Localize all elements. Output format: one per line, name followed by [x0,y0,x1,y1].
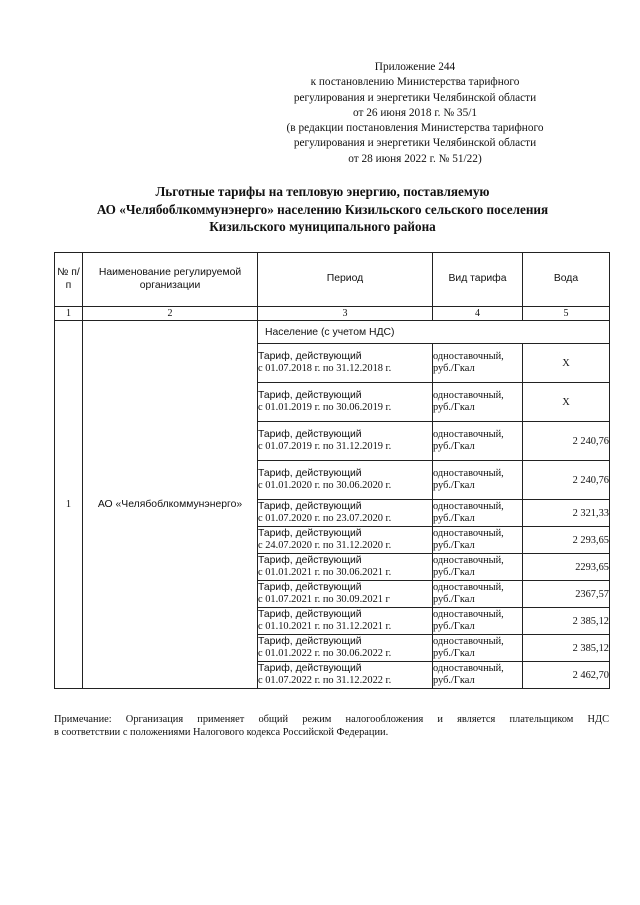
tariff-unit: руб./Гкал [433,480,475,491]
tariff-type: одноставочный, [433,662,504,674]
document-title [40,183,605,236]
period-dates: с 01.01.2019 г. по 30.06.2019 г. [258,402,392,413]
title-line: АО «Челябоблкоммунэнерго» населению Кизильского сельского поселения [96,201,549,217]
note [54,714,609,739]
tariff-unit: руб./Гкал [433,441,475,452]
period-dates: с 01.01.2022 г. по 30.06.2022 г. [258,648,392,659]
tariff-type-cell [433,344,523,383]
water-value: 2367,57 [523,581,610,608]
period-label: Тариф, действующий [258,608,362,620]
tariff-type-cell [433,581,523,608]
water-value: X [523,344,610,383]
appendix-line: к постановлению Министерства тарифного [310,76,520,89]
tariff-type: одноставочный, [433,389,504,401]
period-cell [258,608,433,635]
header-organization: Наименование регулируемой организации [83,253,258,307]
period-label: Тариф, действующий [258,662,362,674]
period-label: Тариф, действующий [258,581,362,593]
tariff-unit: руб./Гкал [433,594,475,605]
water-value: 2 385,12 [523,635,610,662]
tariff-type-cell [433,527,523,554]
column-number: 4 [433,307,523,321]
period-label: Тариф, действующий [258,350,362,362]
tariff-type-cell [433,422,523,461]
period-cell [258,383,433,422]
column-number: 3 [258,307,433,321]
column-number-row [55,307,610,321]
tariff-unit: руб./Гкал [433,648,475,659]
appendix-line: Приложение 244 [374,61,456,73]
period-dates: с 01.01.2021 г. по 30.06.2021 г. [258,567,392,578]
tariff-type-cell [433,662,523,689]
tariff-unit: руб./Гкал [433,621,475,632]
period-dates: с 01.07.2019 г. по 31.12.2019 г. [258,441,392,452]
water-value: 2 462,70 [523,662,610,689]
tariff-type-cell [433,461,523,500]
water-value: 2 240,76 [523,461,610,500]
population-label: Население (с учетом НДС) [258,321,610,344]
tariff-type-cell [433,554,523,581]
population-row [55,321,610,344]
water-value: X [523,383,610,422]
tariff-type: одноставочный, [433,635,504,647]
water-value: 2 240,76 [523,422,610,461]
tariff-type-cell [433,383,523,422]
header-water: Вода [523,253,610,307]
tariff-table [54,252,610,689]
tariff-type: одноставочный, [433,581,504,593]
appendix-line: регулирования и энергетики Челябинской области [293,137,537,150]
header-tariff-type: Вид тарифа [433,253,523,307]
tariff-type: одноставочный, [433,428,504,440]
period-label: Тариф, действующий [258,635,362,647]
period-dates: с 01.07.2018 г. по 31.12.2018 г. [258,363,392,374]
note-line: в соответствии с положениями Налогового кодекса Российской Федерации. [54,726,389,738]
appendix-line: от 26 июня 2018 г. № 35/1 [352,106,478,119]
period-label: Тариф, действующий [258,554,362,566]
period-dates: с 01.07.2022 г. по 31.12.2022 г. [258,675,392,686]
water-value: 2 293,65 [523,527,610,554]
tariff-unit: руб./Гкал [433,675,475,686]
organization-name: АО «Челябоблкоммунэнерго» [83,321,258,689]
period-dates: с 24.07.2020 г. по 31.12.2020 г. [258,540,392,551]
period-cell [258,554,433,581]
appendix-line: регулирования и энергетики Челябинской области [293,91,537,104]
period-cell [258,461,433,500]
period-dates: с 01.10.2021 г. по 31.12.2021 г. [258,621,392,632]
title-line: Кизильского муниципального района [209,219,436,234]
column-number: 5 [523,307,610,321]
header-num: № п/п [55,253,83,307]
tariff-type: одноставочный, [433,500,504,512]
period-cell [258,422,433,461]
appendix-line: (в редакции постановления Министерства тарифного [286,122,544,135]
period-label: Тариф, действующий [258,500,362,512]
note-line: Примечание: Организация применяет общий режим налогообложения и является плательщиком НДС [54,714,609,725]
tariff-type: одноставочный, [433,554,504,566]
period-cell [258,527,433,554]
appendix-line: от 28 июня 2022 г. № 51/22) [348,152,482,165]
header-period: Период [258,253,433,307]
tariff-type: одноставочный, [433,527,504,539]
tariff-type: одноставочный, [433,350,504,362]
title-line: Льготные тарифы на тепловую энергию, поставляемую [155,184,490,199]
tariff-type-cell [433,635,523,662]
period-label: Тариф, действующий [258,527,362,539]
tariff-unit: руб./Гкал [433,402,475,413]
water-value: 2 321,33 [523,500,610,527]
appendix-header [240,60,590,167]
period-dates: с 01.07.2021 г. по 30.09.2021 г [258,594,390,605]
tariff-type-cell [433,608,523,635]
period-label: Тариф, действующий [258,467,362,479]
tariff-type: одноставочный, [433,608,504,620]
water-value: 2293,65 [523,554,610,581]
period-cell [258,635,433,662]
period-dates: с 01.07.2020 г. по 23.07.2020 г. [258,513,392,524]
period-cell [258,344,433,383]
water-value: 2 385,12 [523,608,610,635]
tariff-unit: руб./Гкал [433,540,475,551]
period-cell [258,662,433,689]
tariff-unit: руб./Гкал [433,567,475,578]
tariff-type: одноставочный, [433,467,504,479]
period-label: Тариф, действующий [258,428,362,440]
tariff-type-cell [433,500,523,527]
period-dates: с 01.01.2020 г. по 30.06.2020 г. [258,480,392,491]
period-cell [258,581,433,608]
period-cell [258,500,433,527]
tariff-unit: руб./Гкал [433,363,475,374]
row-index: 1 [55,321,83,689]
period-label: Тариф, действующий [258,389,362,401]
column-number: 1 [55,307,83,321]
tariff-unit: руб./Гкал [433,513,475,524]
column-number: 2 [83,307,258,321]
table-header-row [55,253,610,307]
